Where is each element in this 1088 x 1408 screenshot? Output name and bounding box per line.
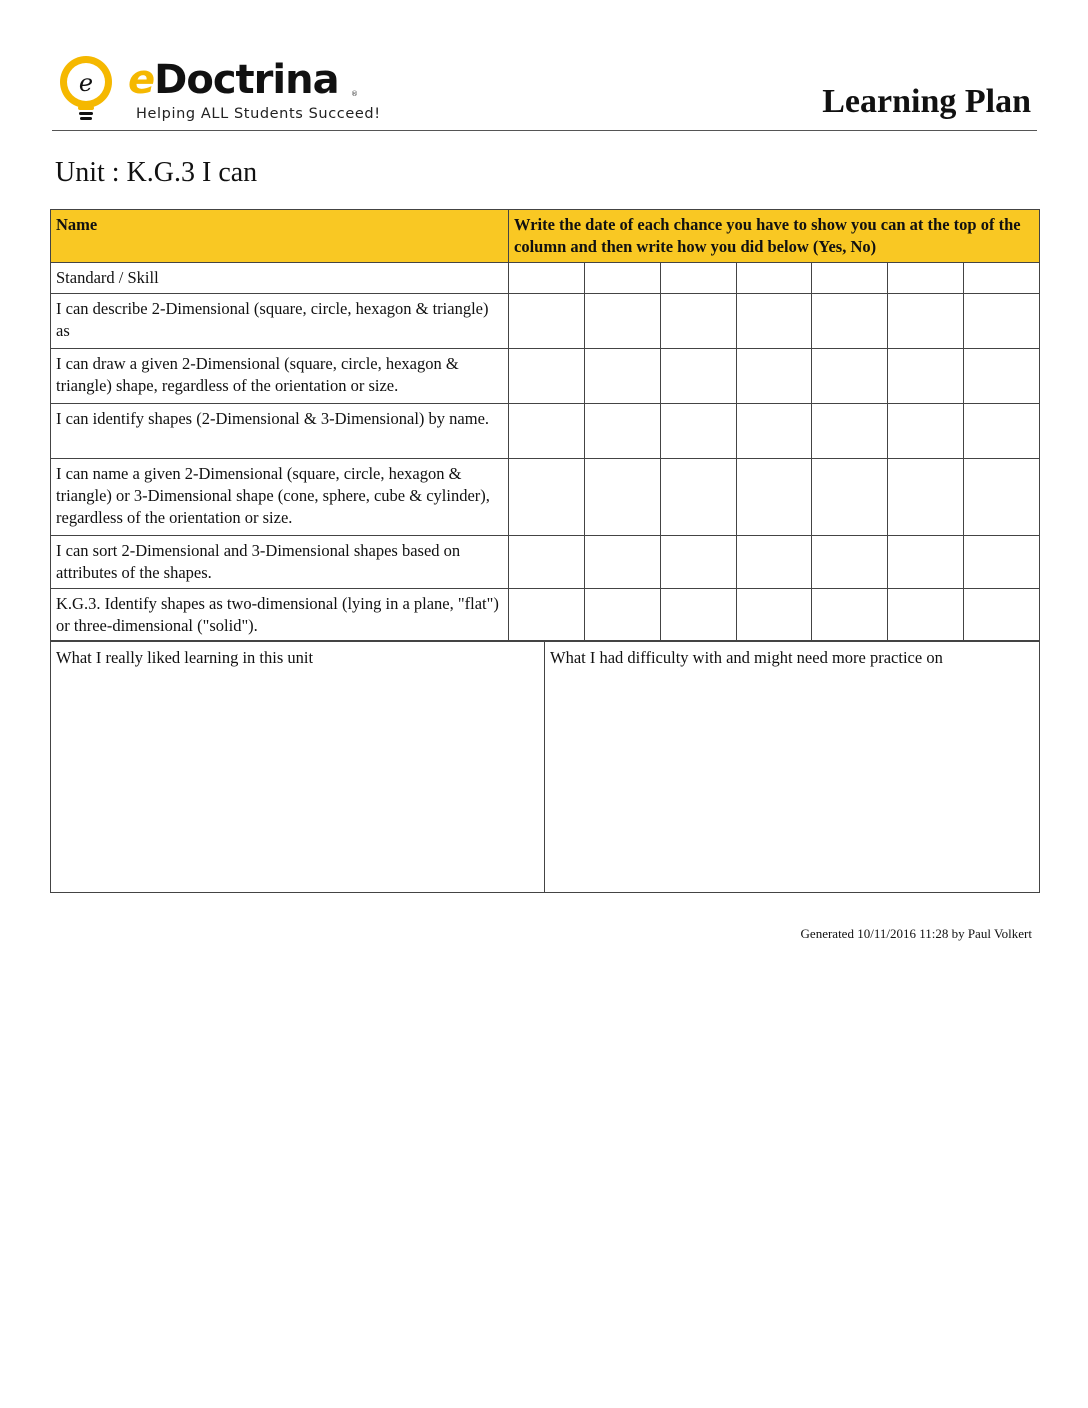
result-cell[interactable] xyxy=(737,536,812,589)
result-cell[interactable] xyxy=(812,459,888,536)
result-cell[interactable] xyxy=(509,294,585,349)
result-cell[interactable] xyxy=(509,536,585,589)
table-header-row xyxy=(51,210,1040,263)
date-cell[interactable] xyxy=(812,263,888,294)
result-cell[interactable] xyxy=(888,349,964,404)
result-cell[interactable] xyxy=(661,294,737,349)
standard-skill-label: Standard / Skill xyxy=(51,263,509,294)
result-cell[interactable] xyxy=(812,404,888,459)
result-cell[interactable] xyxy=(661,404,737,459)
result-cell[interactable] xyxy=(585,404,661,459)
table-row xyxy=(51,349,1040,404)
result-cell[interactable] xyxy=(812,589,888,642)
edoctrina-logo xyxy=(56,54,381,126)
result-cell[interactable] xyxy=(888,404,964,459)
logo-wordmark: eDoctrina xyxy=(128,57,339,103)
result-cell[interactable] xyxy=(585,349,661,404)
result-cell[interactable] xyxy=(812,349,888,404)
lightbulb-e-icon xyxy=(56,54,118,126)
result-cell[interactable] xyxy=(737,459,812,536)
trademark-mark: ® xyxy=(351,90,358,98)
svg-text:e: e xyxy=(78,69,94,97)
result-cell[interactable] xyxy=(964,536,1040,589)
page-title: Learning Plan xyxy=(822,83,1031,120)
reflection-table xyxy=(50,640,1040,893)
skill-cell: I can identify shapes (2-Dimensional & 3-Dimensional) by name. xyxy=(51,404,509,459)
skill-cell: I can draw a given 2-Dimensional (square, circle, hexagon & triangle) shape, regardless of the orientation or size. xyxy=(51,349,509,404)
result-cell[interactable] xyxy=(661,536,737,589)
instruction-header: Write the date of each chance you have to show you can at the top of the column and then write how you did below (Yes, No) xyxy=(509,210,1040,263)
table-row xyxy=(51,404,1040,459)
table-row xyxy=(51,263,1040,294)
logo-tagline: Helping ALL Students Succeed! xyxy=(136,106,381,122)
result-cell[interactable] xyxy=(585,294,661,349)
table-row xyxy=(51,459,1040,536)
result-cell[interactable] xyxy=(812,536,888,589)
result-cell[interactable] xyxy=(585,536,661,589)
result-cell[interactable] xyxy=(964,294,1040,349)
result-cell[interactable] xyxy=(888,294,964,349)
result-cell[interactable] xyxy=(737,349,812,404)
result-cell[interactable] xyxy=(509,404,585,459)
result-cell[interactable] xyxy=(661,459,737,536)
result-cell[interactable] xyxy=(812,294,888,349)
result-cell[interactable] xyxy=(888,536,964,589)
result-cell[interactable] xyxy=(509,349,585,404)
date-cell[interactable] xyxy=(509,263,585,294)
name-header[interactable]: Name xyxy=(51,210,509,263)
date-cell[interactable] xyxy=(888,263,964,294)
result-cell[interactable] xyxy=(964,404,1040,459)
result-cell[interactable] xyxy=(661,349,737,404)
result-cell[interactable] xyxy=(509,589,585,642)
page-header xyxy=(52,52,1037,131)
unit-title: Unit : K.G.3 I can xyxy=(55,157,258,188)
date-cell[interactable] xyxy=(964,263,1040,294)
skill-cell: I can name a given 2-Dimensional (square, circle, hexagon & triangle) or 3-Dimensional shape (cone, sphere, cube & cylinder), regardless of the orientation or size. xyxy=(51,459,509,536)
result-cell[interactable] xyxy=(964,589,1040,642)
table-row xyxy=(51,536,1040,589)
table-row xyxy=(51,294,1040,349)
skill-cell: I can sort 2-Dimensional and 3-Dimensional shapes based on attributes of the shapes. xyxy=(51,536,509,589)
skill-cell: I can describe 2-Dimensional (square, circle, hexagon & triangle) as xyxy=(51,294,509,349)
result-cell[interactable] xyxy=(888,459,964,536)
liked-learning-box[interactable]: What I really liked learning in this unit xyxy=(51,641,545,893)
date-cell[interactable] xyxy=(737,263,812,294)
result-cell[interactable] xyxy=(964,349,1040,404)
result-cell[interactable] xyxy=(964,459,1040,536)
result-cell[interactable] xyxy=(737,294,812,349)
result-cell[interactable] xyxy=(661,589,737,642)
result-cell[interactable] xyxy=(737,404,812,459)
result-cell[interactable] xyxy=(509,459,585,536)
result-cell[interactable] xyxy=(585,459,661,536)
table-row xyxy=(51,589,1040,642)
result-cell[interactable] xyxy=(585,589,661,642)
date-cell[interactable] xyxy=(661,263,737,294)
generated-footer: Generated 10/11/2016 11:28 by Paul Volkert xyxy=(800,926,1032,941)
learning-plan-table xyxy=(50,209,1040,642)
skill-cell: K.G.3. Identify shapes as two-dimensional (lying in a plane, "flat") or three-dimensional ("solid"). xyxy=(51,589,509,642)
result-cell[interactable] xyxy=(888,589,964,642)
result-cell[interactable] xyxy=(737,589,812,642)
date-cell[interactable] xyxy=(585,263,661,294)
difficulty-box[interactable]: What I had difficulty with and might need more practice on xyxy=(545,641,1040,893)
